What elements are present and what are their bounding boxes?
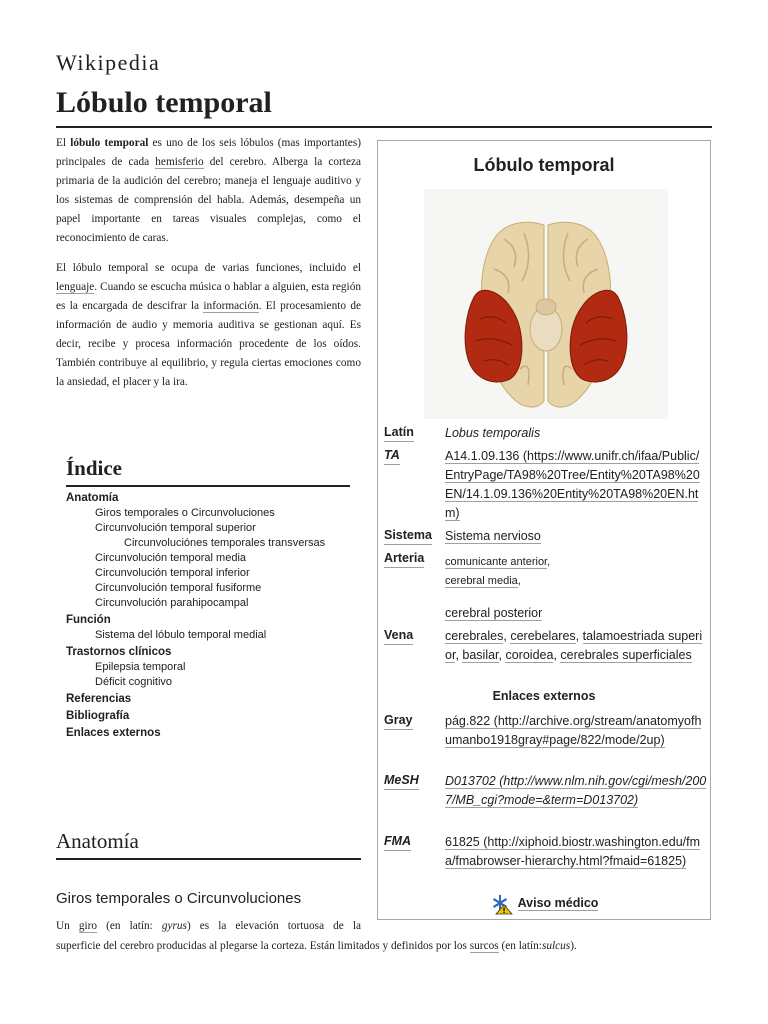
value-gray (445, 712, 707, 750)
table-of-contents (66, 456, 350, 739)
text: El (56, 137, 71, 149)
value-vena: cerebrales, cerebelares, talamoestriada superior, basilar, coroidea, cerebrales superficiales (445, 629, 703, 662)
medical-warning-icon (490, 893, 514, 915)
value-fma (445, 833, 707, 871)
link-aviso-medico[interactable]: Aviso médico (517, 896, 599, 911)
label-arteria: Arteria (384, 550, 424, 568)
link-cerebral-media[interactable]: cerebral media (445, 575, 518, 587)
label-vena: Vena (384, 627, 413, 645)
text: ) es la elevación tortuosa de la (186, 920, 361, 932)
text: es uno de los seis lóbulos (mas importantes) principales de cada (56, 137, 361, 168)
link-cerebral-posterior[interactable]: cerebral posterior (445, 606, 543, 620)
link-fma[interactable]: 61825 (http://xiphoid.biostr.washington.edu/fma/fmabrowser-hierarchy.html?fmaid=61825) (445, 835, 701, 868)
toc-item[interactable]: Enlaces externos (66, 727, 161, 739)
bold-term: lóbulo temporal (70, 137, 149, 149)
paragraph-line-2 (56, 940, 577, 953)
toc-item[interactable]: Anatomía (66, 492, 119, 504)
italic-term: gyrus (161, 920, 187, 932)
toc-item[interactable]: Bibliografía (66, 710, 130, 722)
link-informacion[interactable]: información (203, 300, 259, 312)
link-cerebrales-superficiales[interactable]: cerebrales superficiales (560, 648, 692, 662)
medical-warning[interactable] (378, 893, 710, 915)
infobox-title: Lóbulo temporal (473, 155, 615, 175)
toc-item[interactable]: Déficit cognitivo (95, 676, 173, 688)
intro-paragraph-1 (56, 134, 361, 248)
link-sistema-nervioso[interactable]: Sistema nervioso (445, 529, 541, 543)
value-arteria: comunicante anterior, cerebral media, (445, 556, 551, 587)
toc-list (66, 492, 350, 739)
label-mesh[interactable]: MeSH (384, 772, 419, 790)
italic-term: sulcus (541, 940, 571, 952)
toc-title: Índice (66, 456, 350, 487)
text: El lóbulo temporal se ocupa de varias funciones, incluido el (56, 262, 361, 274)
text: Un (56, 920, 79, 932)
page-title: Lóbulo temporal (56, 86, 272, 119)
label-gray[interactable]: Gray (384, 712, 413, 730)
toc-item[interactable]: Circunvolución temporal fusiforme (95, 582, 262, 594)
subsection-heading-giros: Giros temporales o Circunvoluciones (56, 890, 302, 907)
value-latin: Lobus temporalis (445, 426, 541, 440)
brain-illustration (424, 189, 668, 419)
toc-item[interactable]: Circunvoluciónes temporales transversas (124, 537, 326, 549)
paragraph-line-1 (56, 916, 361, 936)
section-heading-anatomia: Anatomía (56, 829, 361, 860)
link-lenguaje[interactable]: lenguaje (56, 281, 95, 293)
link-gray[interactable]: pág.822 (http://archive.org/stream/anatomyofhumanbo1918gray#page/822/mode/2up) (445, 714, 702, 747)
link-cerebelares[interactable]: cerebelares (510, 629, 576, 643)
link-surcos[interactable]: surcos (469, 940, 499, 952)
text: del cerebro. Alberga la corteza primaria de la audición del cerebro; maneja el lenguaje auditivo y los sistemas de comprensión del habla. Además, desempeña un papel importante en tareas visuales complejas, como el reconocimiento de caras. (56, 156, 361, 244)
link-talamoestriada-superior[interactable]: talamoestriada superior (445, 629, 703, 662)
toc-item[interactable]: Circunvolución parahipocampal (95, 597, 249, 609)
text: (en latín: (97, 920, 162, 932)
toc-item[interactable]: Trastornos clínicos (66, 646, 172, 658)
link-coroidea[interactable]: coroidea (505, 648, 554, 662)
toc-item[interactable]: Sistema del lóbulo temporal medial (95, 629, 267, 641)
text: superficie del cerebro producidas al plegarse la corteza. Están limitados y definidos por los (56, 940, 470, 952)
link-giro[interactable]: giro (78, 920, 98, 932)
infobox (377, 140, 711, 920)
link-ta[interactable]: A14.1.09.136 (https://www.unifr.ch/ifaa/Public/EntryPage/TA98%20Tree/Entity%20TA98%20EN/14.1.09.136%20Entity%20TA98%20EN.htm) (445, 449, 700, 520)
toc-item[interactable]: Circunvolución temporal superior (95, 522, 256, 534)
link-basilar[interactable]: basilar (462, 648, 499, 662)
label-sistema: Sistema (384, 527, 432, 545)
label-latin: Latín (384, 424, 414, 442)
brain-image (424, 189, 668, 419)
label-fma[interactable]: FMA (384, 833, 411, 851)
value-mesh (445, 772, 707, 810)
toc-item[interactable]: Giros temporales o Circunvoluciones (95, 507, 275, 519)
toc-item[interactable]: Función (66, 614, 111, 626)
text: . Cuando se escucha música o hablar a alguien, esta región es la encargada de descifrar la (56, 281, 361, 312)
text: . El procesamiento de información de audio y memoria auditiva se gestionan aquí. Es decir, recibe y procesa información procedente de los oídos. También contribuye al equilibrio, y regula ciertas emociones como la ansiedad, el placer y la ira. (56, 300, 361, 388)
text: (en latín: (498, 940, 542, 952)
title-divider (56, 126, 712, 128)
link-hemisferio[interactable]: hemisferio (155, 156, 204, 168)
link-comunicante-anterior[interactable]: comunicante anterior (445, 556, 548, 568)
link-cerebrales[interactable]: cerebrales (445, 629, 504, 643)
intro-paragraph-2 (56, 259, 361, 392)
value-sistema (445, 527, 707, 546)
toc-item[interactable]: Referencias (66, 693, 132, 705)
infobox-subheader-enlaces: Enlaces externos (492, 689, 596, 703)
label-ta[interactable]: TA (384, 447, 400, 465)
toc-item[interactable]: Circunvolución temporal media (95, 552, 247, 564)
toc-item[interactable]: Circunvolución temporal inferior (95, 567, 250, 579)
toc-item[interactable]: Epilepsia temporal (95, 661, 186, 673)
section-paragraph (56, 916, 712, 956)
text: ). (570, 940, 577, 952)
link-mesh[interactable]: D013702 (http://www.nlm.nih.gov/cgi/mesh/2007/MB_cgi?mode=&term=D013702) (445, 774, 707, 807)
wikipedia-wordmark: Wikipedia (56, 50, 161, 75)
value-ta (445, 447, 707, 523)
value-arteria-cont (445, 604, 707, 623)
intro-text (56, 134, 361, 403)
